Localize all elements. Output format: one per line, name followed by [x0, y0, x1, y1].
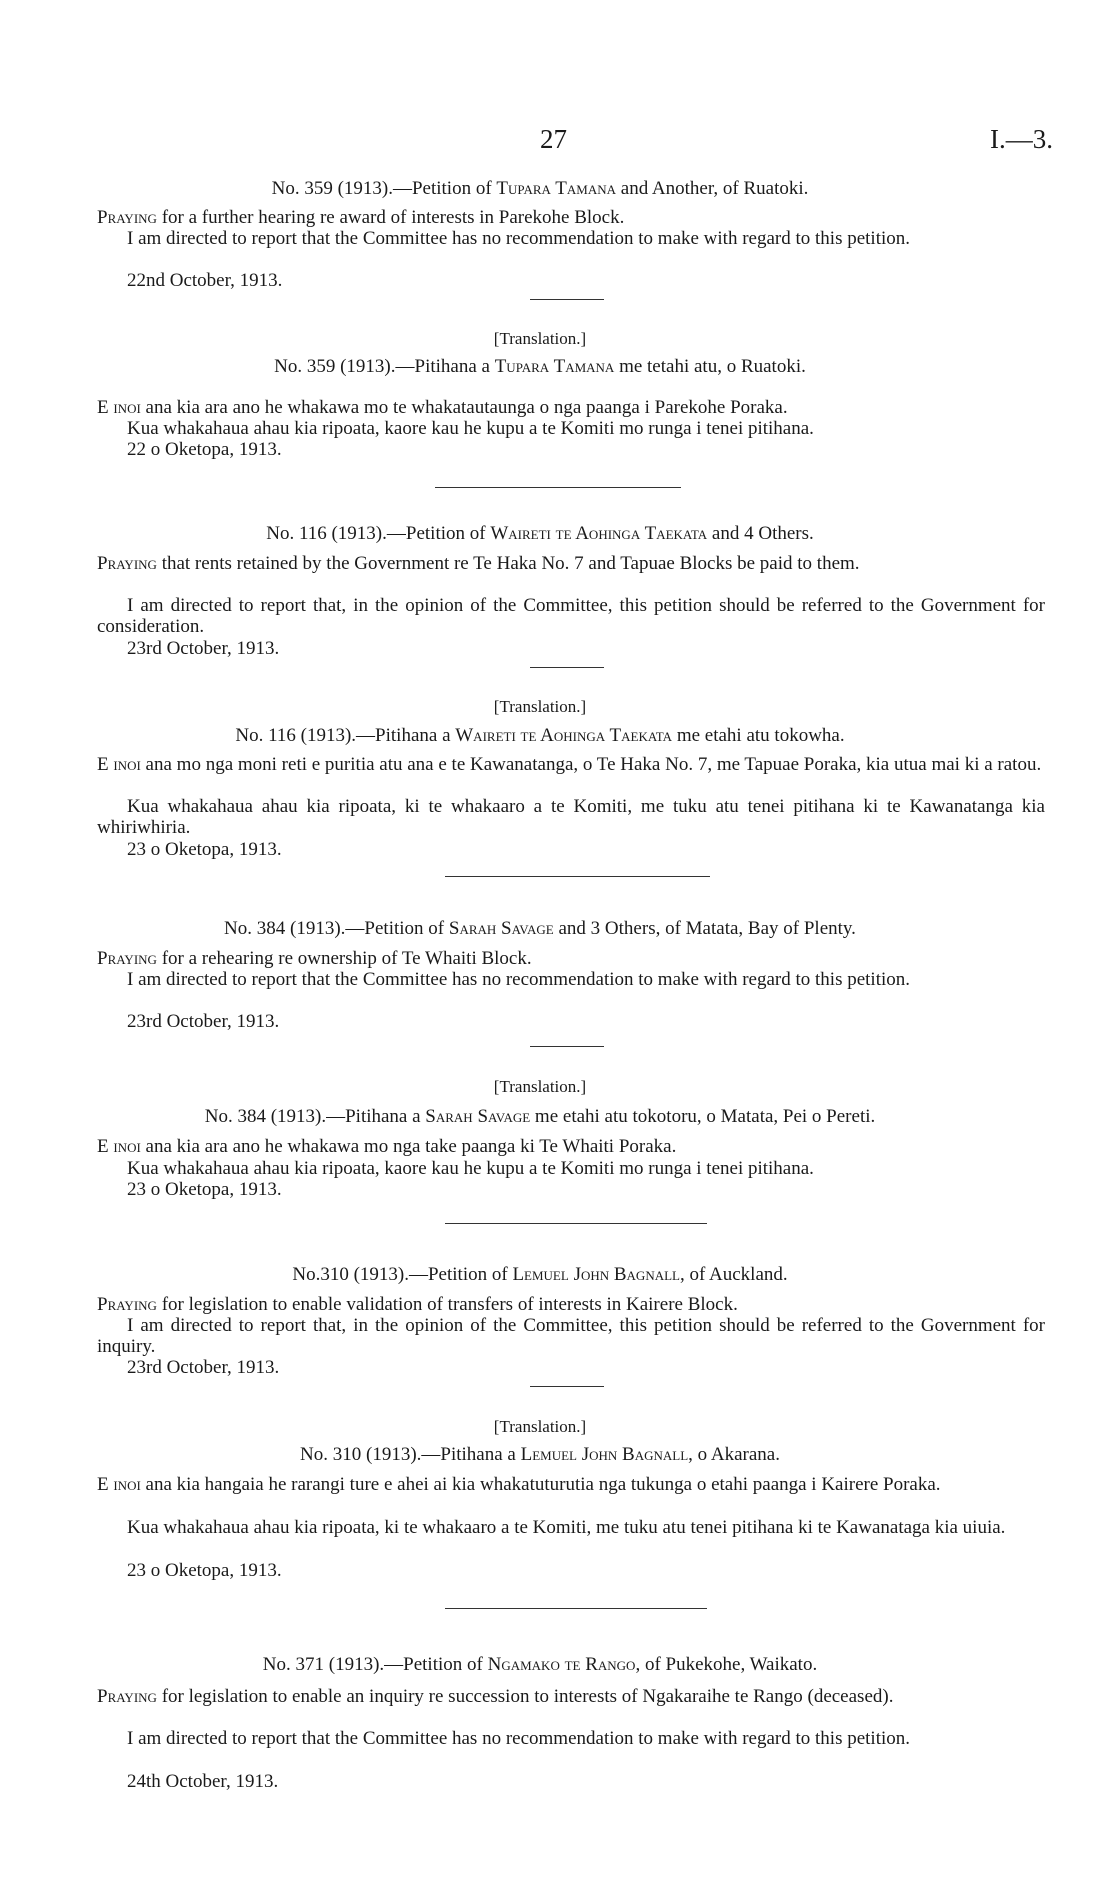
petition-heading: No. 371 (1913).—Petition of Ngamako te Rango, of Pukekohe, Waikato. — [262, 1654, 818, 1675]
date-line: 23 o Oketopa, 1913. — [127, 1560, 282, 1581]
translation-label: [Translation.] — [493, 1077, 587, 1096]
praying-paragraph: Praying for a further hearing re award of interests in Parekohe Block. — [97, 207, 625, 228]
petition-heading: No. 359 (1913).—Pitihana a Tupara Tamana me tetahi atu, o Ruatoki. — [274, 356, 806, 377]
translation-label: [Translation.] — [493, 697, 587, 716]
date-line: 23 o Oketopa, 1913. — [127, 839, 282, 860]
separator-rule — [530, 1046, 604, 1047]
praying-paragraph: Praying that rents retained by the Government re Te Haka No. 7 and Tapuae Blocks be paid to them. — [97, 553, 860, 574]
separator-rule — [530, 299, 604, 300]
petition-heading: No. 116 (1913).—Pitihana a Waireti te Aohinga Taekata me etahi atu tokowha. — [235, 725, 845, 746]
petition-heading: No.310 (1913).—Petition of Lemuel John Bagnall, of Auckland. — [292, 1264, 788, 1285]
report-paragraph: I am directed to report that, in the opinion of the Committee, this petition should be referred to the Government for consideration. — [97, 595, 1045, 637]
petition-heading: No. 310 (1913).—Pitihana a Lemuel John Bagnall, o Akarana. — [300, 1444, 780, 1465]
praying-paragraph: E inoi ana mo nga moni reti e puritia atu ana e te Kawanatanga, o Te Haka No. 7, me Tapuae Poraka, kia utua mai ki a ratou. — [97, 754, 1042, 775]
separator-rule — [530, 667, 604, 668]
report-paragraph: I am directed to report that the Committee has no recommendation to make with regard to this petition. — [127, 1728, 911, 1749]
separator-rule — [530, 1386, 604, 1387]
translation-label: [Translation.] — [493, 1417, 587, 1436]
report-paragraph: Kua whakahaua ahau kia ripoata, kaore kau he kupu a te Komiti mo runga i tenei pitihana. — [127, 1158, 814, 1179]
report-paragraph: I am directed to report that the Committee has no recommendation to make with regard to this petition. — [127, 969, 911, 990]
date-line: 22 o Oketopa, 1913. — [127, 439, 282, 460]
report-paragraph: I am directed to report that, in the opinion of the Committee, this petition should be referred to the Government for inquiry. — [97, 1315, 1045, 1357]
petition-heading: No. 359 (1913).—Petition of Tupara Tamana and Another, of Ruatoki. — [271, 178, 809, 199]
petition-heading: No. 116 (1913).—Petition of Waireti te Aohinga Taekata and 4 Others. — [266, 523, 814, 544]
report-paragraph: Kua whakahaua ahau kia ripoata, kaore kau he kupu a te Komiti mo runga i tenei pitihana. — [127, 418, 814, 439]
date-line: 22nd October, 1913. — [127, 270, 283, 291]
petition-heading: No. 384 (1913).—Petition of Sarah Savage and 3 Others, of Matata, Bay of Plenty. — [224, 918, 856, 939]
date-line: 23 o Oketopa, 1913. — [127, 1179, 282, 1200]
praying-paragraph: E inoi ana kia hangaia he rarangi ture e ahei ai kia whakatuturutia nga tukunga o etahi paanga i Kairere Poraka. — [97, 1474, 941, 1495]
date-line: 24th October, 1913. — [127, 1771, 279, 1792]
separator-rule — [435, 487, 681, 488]
page-number: 27 — [540, 124, 567, 154]
praying-paragraph: E inoi ana kia ara ano he whakawa mo nga take paanga ki Te Whaiti Poraka. — [97, 1136, 677, 1157]
praying-paragraph: E inoi ana kia ara ano he whakawa mo te whakatautaunga o nga paanga i Parekohe Poraka. — [97, 397, 788, 418]
praying-paragraph: Praying for a rehearing re ownership of Te Whaiti Block. — [97, 948, 532, 969]
report-paragraph: I am directed to report that the Committee has no recommendation to make with regard to this petition. — [127, 228, 911, 249]
date-line: 23rd October, 1913. — [127, 1011, 280, 1032]
report-paragraph: Kua whakahaua ahau kia ripoata, ki te whakaaro a te Komiti, me tuku atu tenei pitihana ki te Kawanatanga kia whiriwhiria. — [97, 796, 1045, 838]
page-reference: I.—3. — [990, 124, 1053, 154]
date-line: 23rd October, 1913. — [127, 638, 280, 659]
petition-heading: No. 384 (1913).—Pitihana a Sarah Savage me etahi atu tokotoru, o Matata, Pei o Pereti. — [204, 1106, 876, 1127]
date-line: 23rd October, 1913. — [127, 1357, 280, 1378]
separator-rule — [445, 876, 710, 877]
praying-paragraph: Praying for legislation to enable validation of transfers of interests in Kairere Block. — [97, 1294, 738, 1315]
report-paragraph: Kua whakahaua ahau kia ripoata, ki te whakaaro a te Komiti, me tuku atu tenei pitihana ki te Kawanataga kia uiuia. — [127, 1517, 1006, 1538]
translation-label: [Translation.] — [493, 329, 587, 348]
separator-rule — [445, 1608, 707, 1609]
separator-rule — [445, 1223, 707, 1224]
praying-paragraph: Praying for legislation to enable an inquiry re succession to interests of Ngakaraihe te Rango (deceased). — [97, 1686, 894, 1707]
